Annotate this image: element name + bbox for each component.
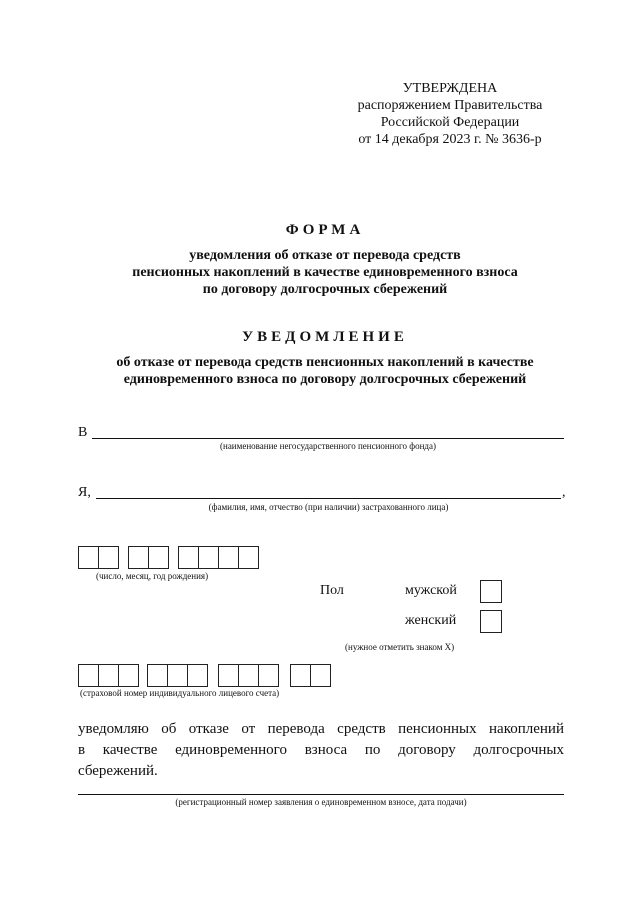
birth-day-boxes[interactable] [78, 546, 118, 569]
snils-cell[interactable] [147, 664, 168, 687]
snils-cell[interactable] [310, 664, 331, 687]
gender-male-checkbox[interactable] [480, 580, 502, 603]
form-subtitle-line-1: уведомления об отказе от перевода средств [189, 248, 461, 263]
i-prefix: Я, [78, 485, 91, 500]
approval-block [340, 80, 560, 148]
birth-year-cell[interactable] [178, 546, 199, 569]
full-name-line[interactable] [96, 498, 561, 499]
form-subtitle-line-3: по договору долгосрочных сбережений [202, 282, 448, 297]
snils-cell[interactable] [187, 664, 208, 687]
birth-day-cell[interactable] [78, 546, 99, 569]
snils-group-4[interactable] [290, 664, 330, 687]
form-subtitle-line-2: пенсионных накоплений в качестве единовременного взноса [132, 265, 518, 280]
i-suffix: , [562, 485, 566, 500]
birth-year-cell[interactable] [198, 546, 219, 569]
gender-male-label: мужской [405, 583, 457, 598]
registration-caption: (регистрационный номер заявления о единовременном взносе, дата подачи) [175, 797, 467, 807]
birth-year-cell[interactable] [218, 546, 239, 569]
to-prefix: В [78, 425, 88, 440]
snils-cell[interactable] [290, 664, 311, 687]
birth-day-cell[interactable] [98, 546, 119, 569]
form-title: ФОРМА [285, 222, 365, 238]
full-name-caption: (фамилия, имя, отчество (при наличии) застрахованного лица) [208, 502, 449, 512]
birth-month-cell[interactable] [148, 546, 169, 569]
snils-group-2[interactable] [147, 664, 207, 687]
approval-line-2: Российской Федерации [380, 115, 520, 130]
body-line-1: уведомляю об отказе от перевода средств пенсионных накоплений [78, 721, 564, 737]
notice-subtitle-line-2: единовременного взноса по договору долгосрочных сбережений [123, 372, 527, 387]
fund-name-caption: (наименование негосударственного пенсионного фонда) [220, 441, 436, 451]
notice-title: УВЕДОМЛЕНИЕ [242, 329, 408, 345]
gender-caption: (нужное отметить знаком Х) [345, 642, 455, 652]
birth-year-cell[interactable] [238, 546, 259, 569]
body-line-3: сбережений. [78, 763, 158, 779]
snils-cell[interactable] [218, 664, 239, 687]
snils-caption: (страховой номер индивидуального лицевого счета) [80, 688, 280, 698]
birth-date-caption: (число, месяц, год рождения) [96, 571, 209, 581]
birth-year-boxes[interactable] [178, 546, 258, 569]
birth-month-cell[interactable] [128, 546, 149, 569]
approval-line-1: распоряжением Правительства [357, 98, 543, 113]
body-line-2: в качестве единовременного взноса по договору долгосрочных [78, 742, 564, 758]
form-subtitle [60, 247, 590, 298]
notice-subtitle [60, 354, 590, 388]
snils-cell[interactable] [238, 664, 259, 687]
birth-month-boxes[interactable] [128, 546, 168, 569]
snils-group-1[interactable] [78, 664, 138, 687]
snils-cell[interactable] [78, 664, 99, 687]
snils-cell[interactable] [167, 664, 188, 687]
approval-line-3: от 14 декабря 2023 г. № 3636-р [358, 132, 542, 147]
notice-subtitle-line-1: об отказе от перевода средств пенсионных накоплений в качестве [116, 355, 534, 370]
snils-group-3[interactable] [218, 664, 278, 687]
notice-body-text [78, 719, 564, 782]
gender-female-checkbox[interactable] [480, 610, 502, 633]
gender-label: Пол [320, 583, 344, 598]
approval-title: УТВЕРЖДЕНА [402, 81, 498, 96]
snils-cell[interactable] [98, 664, 119, 687]
registration-line[interactable] [78, 794, 564, 795]
snils-cell[interactable] [118, 664, 139, 687]
gender-female-label: женский [405, 613, 457, 628]
snils-cell[interactable] [258, 664, 279, 687]
fund-name-line[interactable] [92, 438, 564, 439]
